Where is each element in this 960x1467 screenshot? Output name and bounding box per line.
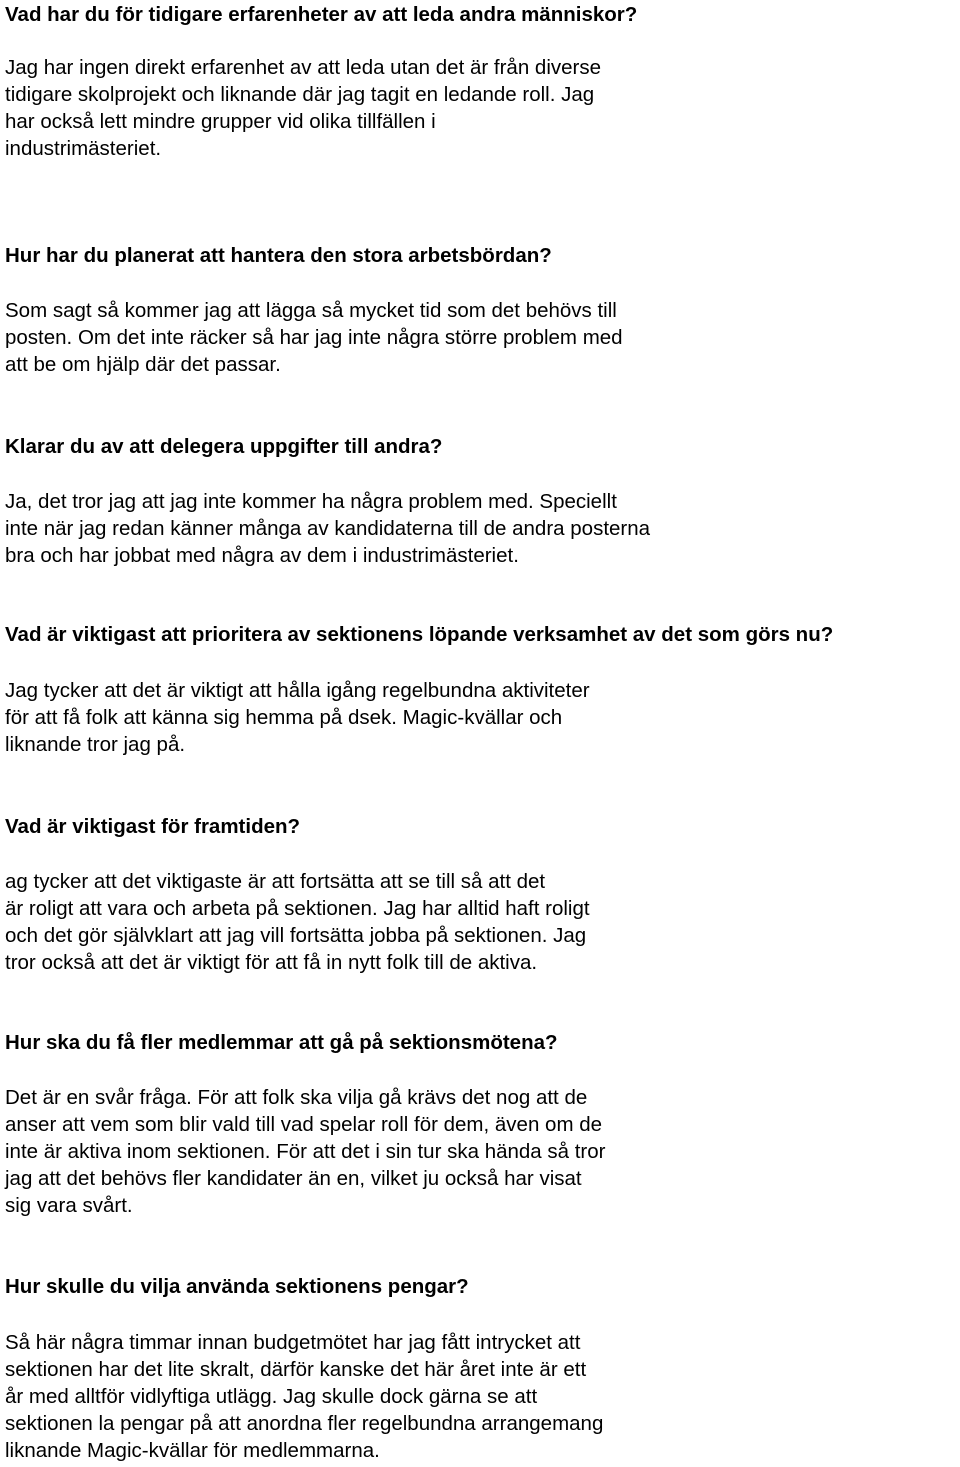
answer-line: bra och har jobbat med några av dem i industrimästeriet. bbox=[5, 544, 519, 567]
answer-line: Jag har ingen direkt erfarenhet av att leda utan det är från diverse bbox=[5, 56, 602, 79]
answer-paragraph bbox=[5, 1329, 960, 1464]
answer-line: jag att det behövs fler kandidater än en, vilket ju också har visat bbox=[5, 1167, 582, 1190]
answer-paragraph bbox=[5, 677, 960, 758]
answer-line: år med alltför vidlyftiga utlägg. Jag skulle dock gärna se att bbox=[5, 1385, 538, 1408]
answer-line: sektionen la pengar på att anordna fler regelbundna arrangemang bbox=[5, 1412, 604, 1435]
answer-line: för att få folk att känna sig hemma på dsek. Magic-kvällar och bbox=[5, 706, 563, 729]
answer-line: sig vara svårt. bbox=[5, 1194, 133, 1217]
answer-line: posten. Om det inte räcker så har jag inte några större problem med bbox=[5, 326, 623, 349]
answer-line: tidigare skolprojekt och liknande där jag tagit en ledande roll. Jag bbox=[5, 83, 595, 106]
answer-line: och det gör självklart att jag vill fortsätta jobba på sektionen. Jag bbox=[5, 924, 587, 947]
answer-paragraph bbox=[5, 297, 960, 378]
answer-paragraph bbox=[5, 868, 960, 976]
answer-line: att be om hjälp där det passar. bbox=[5, 353, 281, 376]
answer-line: liknande tror jag på. bbox=[5, 733, 186, 756]
answer-paragraph bbox=[5, 54, 960, 162]
question-heading: Klarar du av att delegera uppgifter till andra? bbox=[5, 435, 443, 458]
question-heading: Vad har du för tidigare erfarenheter av att leda andra människor? bbox=[5, 3, 638, 26]
answer-line: anser att vem som blir vald till vad spelar roll för dem, även om de bbox=[5, 1113, 603, 1136]
answer-line: ag tycker att det viktigaste är att fortsätta att se till så att det bbox=[5, 870, 546, 893]
answer-line: är roligt att vara och arbeta på sektionen. Jag har alltid haft roligt bbox=[5, 897, 590, 920]
answer-line: Som sagt så kommer jag att lägga så mycket tid som det behövs till bbox=[5, 299, 617, 322]
answer-paragraph bbox=[5, 1084, 960, 1219]
answer-line: har också lett mindre grupper vid olika tillfällen i bbox=[5, 110, 436, 133]
question-heading: Hur ska du få fler medlemmar att gå på sektionsmötena? bbox=[5, 1031, 558, 1054]
answer-line: Ja, det tror jag att jag inte kommer ha några problem med. Speciellt bbox=[5, 490, 617, 513]
question-heading: Vad är viktigast att prioritera av sektionens löpande verksamhet av det som görs nu? bbox=[5, 623, 834, 646]
answer-line: liknande Magic-kvällar för medlemmarna. bbox=[5, 1439, 380, 1462]
answer-paragraph bbox=[5, 488, 960, 569]
answer-line: inte när jag redan känner många av kandidaterna till de andra posterna bbox=[5, 517, 651, 540]
question-heading: Vad är viktigast för framtiden? bbox=[5, 815, 301, 838]
answer-line: tror också att det är viktigt för att få in nytt folk till de aktiva. bbox=[5, 951, 538, 974]
answer-line: Det är en svår fråga. För att folk ska vilja gå krävs det nog att de bbox=[5, 1086, 588, 1109]
question-heading: Hur har du planerat att hantera den stora arbetsbördan? bbox=[5, 244, 552, 267]
answer-line: sektionen har det lite skralt, därför kanske det här året inte är ett bbox=[5, 1358, 587, 1381]
answer-line: Så här några timmar innan budgetmötet har jag fått intrycket att bbox=[5, 1331, 581, 1354]
answer-line: inte är aktiva inom sektionen. För att det i sin tur ska hända så tror bbox=[5, 1140, 606, 1163]
answer-line: Jag tycker att det är viktigt att hålla igång regelbundna aktiviteter bbox=[5, 679, 590, 702]
answer-line: industrimästeriet. bbox=[5, 137, 162, 160]
question-heading: Hur skulle du vilja använda sektionens pengar? bbox=[5, 1275, 469, 1298]
